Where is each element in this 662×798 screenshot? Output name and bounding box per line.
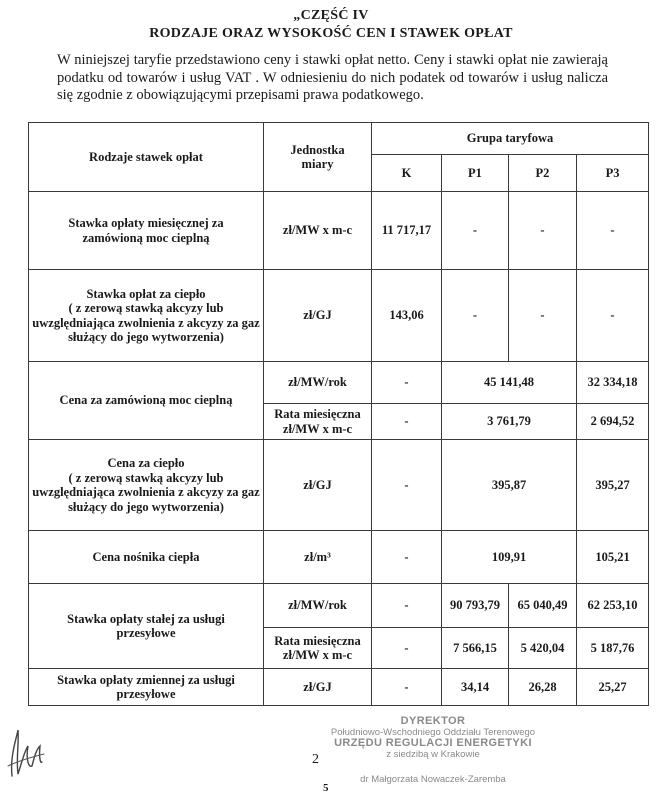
value-p3: 62 253,10 bbox=[577, 584, 649, 628]
row-label: Stawka opłaty zmiennej za usługi przesyłowe bbox=[29, 669, 264, 706]
intro-paragraph: W niniejszej taryfie przedstawiono ceny i stawki opłat netto. Ceny i stawki opłat nie zawierają podatku od towarów i usług VAT . W odniesieniu do nich podatek od towarów i usług nalicza się zgodnie z obowiązującymi przepisami prawa podatkowego. bbox=[57, 52, 608, 103]
row-label: Cena nośnika ciepła bbox=[29, 531, 264, 584]
table-row bbox=[29, 531, 649, 584]
row-unit: zł/MW/rok bbox=[264, 584, 372, 628]
page-number: 2 bbox=[312, 752, 319, 767]
page-title: RODZAJE ORAZ WYSOKOŚĆ CEN I STAWEK OPŁAT bbox=[149, 26, 513, 41]
group-p2: P2 bbox=[509, 155, 577, 192]
table-row bbox=[29, 362, 649, 404]
value-p1-p2: 109,91 bbox=[442, 531, 577, 584]
table-row bbox=[29, 270, 649, 362]
value-p2: 5 420,04 bbox=[509, 628, 577, 669]
value-p2: 26,28 bbox=[509, 669, 577, 706]
value-p3: 2 694,52 bbox=[577, 404, 649, 440]
official-stamp bbox=[318, 716, 548, 785]
value-p3: 105,21 bbox=[577, 531, 649, 584]
row-unit: Rata miesięczna zł/MW x m-c bbox=[264, 628, 372, 669]
stamp-title: DYREKTOR bbox=[400, 715, 466, 727]
value-p1-p2: 45 141,48 bbox=[442, 362, 577, 404]
value-p1-p2: 3 761,79 bbox=[442, 404, 577, 440]
row-label: Stawka opłat za ciepło ( z zerową stawką akcyzy lub uwzględniająca zwolnienia z akcyzy za gaz służący do jego wytworzenia) bbox=[29, 270, 264, 362]
row-unit: zł/GJ bbox=[264, 270, 372, 362]
header-kinds: Rodzaje stawek opłat bbox=[29, 123, 264, 192]
value-p2: 65 040,49 bbox=[509, 584, 577, 628]
value-p3: - bbox=[577, 192, 649, 270]
row-unit: zł/MW/rok bbox=[264, 362, 372, 404]
value-k: - bbox=[372, 440, 442, 531]
value-k: - bbox=[372, 404, 442, 440]
row-label: Cena za zamówioną moc cieplną bbox=[29, 362, 264, 440]
group-k: K bbox=[372, 155, 442, 192]
group-p1: P1 bbox=[442, 155, 509, 192]
group-p3: P3 bbox=[577, 155, 649, 192]
value-p1: 90 793,79 bbox=[442, 584, 509, 628]
header-group: Grupa taryfowa bbox=[372, 123, 649, 155]
value-k: - bbox=[372, 531, 442, 584]
value-k: 143,06 bbox=[372, 270, 442, 362]
value-k: - bbox=[372, 362, 442, 404]
table-row bbox=[29, 440, 649, 531]
row-unit: zł/MW x m-c bbox=[264, 192, 372, 270]
value-p3: - bbox=[577, 270, 649, 362]
stamp-agency: URZĘDU REGULACJI ENERGETYKI bbox=[334, 737, 532, 749]
value-k: 11 717,17 bbox=[372, 192, 442, 270]
row-label: Stawka opłaty miesięcznej za zamówioną moc cieplną bbox=[29, 192, 264, 270]
rates-table bbox=[28, 122, 649, 706]
table-row bbox=[29, 192, 649, 270]
value-p1: - bbox=[442, 192, 509, 270]
value-k: - bbox=[372, 628, 442, 669]
value-p1: 7 566,15 bbox=[442, 628, 509, 669]
table-row bbox=[29, 584, 649, 628]
value-p1: 34,14 bbox=[442, 669, 509, 706]
value-p1: - bbox=[442, 270, 509, 362]
page-number-small: 5 bbox=[323, 782, 329, 794]
value-p3: 25,27 bbox=[577, 669, 649, 706]
row-unit: zł/GJ bbox=[264, 669, 372, 706]
value-p1-p2: 395,87 bbox=[442, 440, 577, 531]
stamp-signatory: dr Małgorzata Nowaczek-Zaremba bbox=[360, 774, 506, 785]
value-k: - bbox=[372, 669, 442, 706]
part-heading: „CZĘŚĆ IV bbox=[293, 8, 369, 23]
handwritten-signature bbox=[6, 716, 46, 789]
value-p3: 5 187,76 bbox=[577, 628, 649, 669]
row-unit: zł/GJ bbox=[264, 440, 372, 531]
value-p2: - bbox=[509, 270, 577, 362]
value-p3: 395,27 bbox=[577, 440, 649, 531]
row-unit: zł/m³ bbox=[264, 531, 372, 584]
value-p2: - bbox=[509, 192, 577, 270]
value-p3: 32 334,18 bbox=[577, 362, 649, 404]
stamp-office: Południowo-Wschodniego Oddziału Terenowego bbox=[330, 727, 536, 738]
value-k: - bbox=[372, 584, 442, 628]
header-unit: Jednostka miary bbox=[264, 123, 372, 192]
table-row bbox=[29, 669, 649, 706]
row-label: Cena za ciepło ( z zerową stawką akcyzy lub uwzględniająca zwolnienia z akcyzy za gaz służący do jego wytworzenia) bbox=[29, 440, 264, 531]
row-label: Stawka opłaty stałej za usługi przesyłowe bbox=[29, 584, 264, 669]
row-unit: Rata miesięczna zł/MW x m-c bbox=[264, 404, 372, 440]
stamp-seat: z siedzibą w Krakowie bbox=[386, 749, 480, 760]
